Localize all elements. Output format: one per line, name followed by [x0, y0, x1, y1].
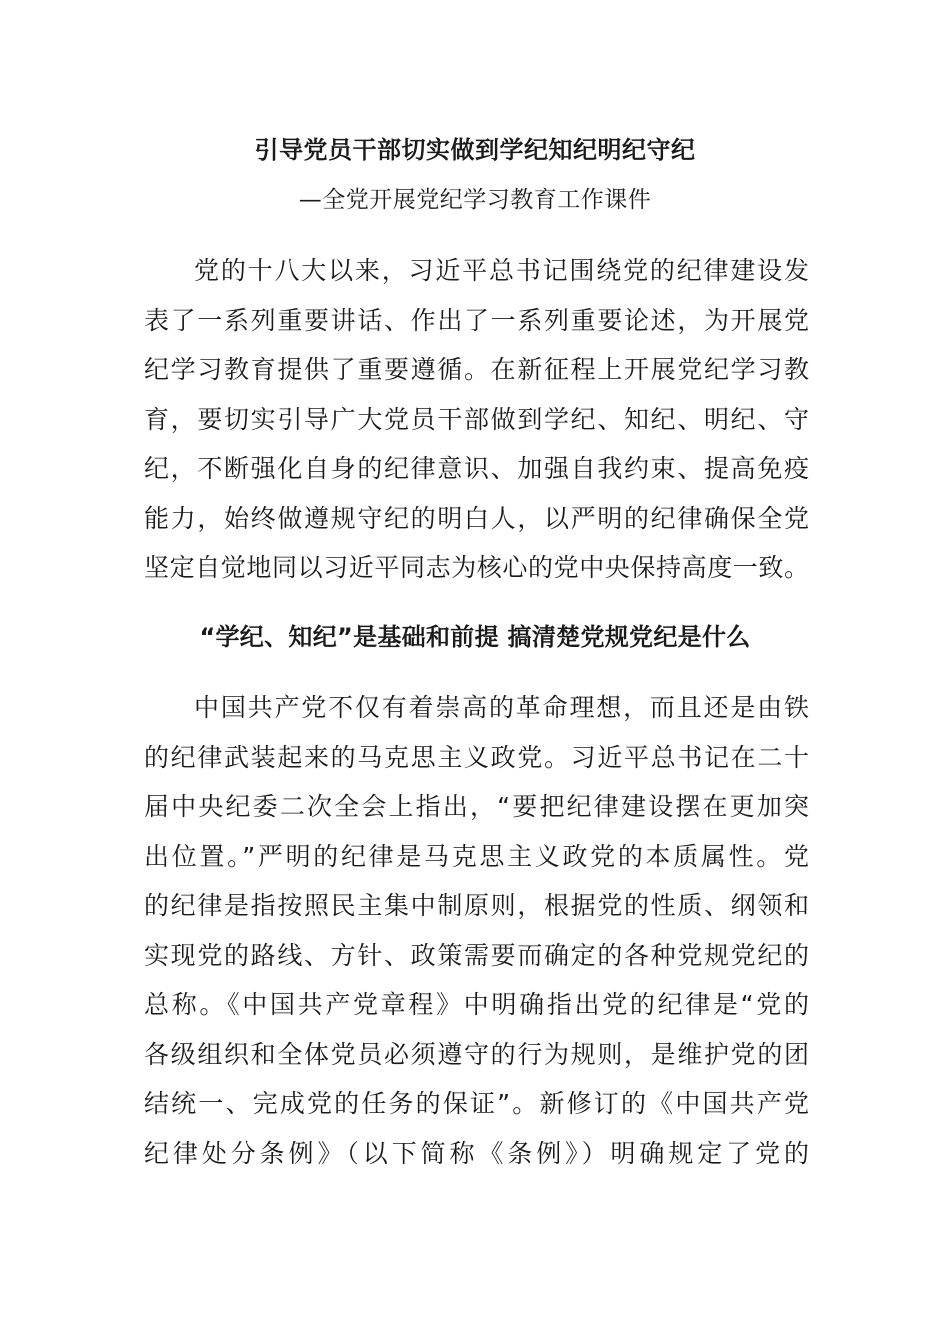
paragraph-line: 出位置。”严明的纪律是马克思主义政党的本质属性。党 [144, 841, 809, 871]
paragraph-line: 中国共产党不仅有着崇高的革命理想，而且还是由铁 [194, 693, 809, 722]
section-heading: “学纪、知纪”是基础和前提 搞清楚党规党纪是什么 [199, 623, 751, 651]
paragraph-line: 育，要切实引导广大党员干部做到学纪、知纪、明纪、守 [144, 404, 809, 434]
document-title: 引导党员干部切实做到学纪知纪明纪守纪 [254, 136, 696, 164]
paragraph-line: 纪学习教育提供了重要遵循。在新征程上开展党纪学习教 [144, 355, 809, 384]
paragraph-line: 结统一、完成党的任务的保证”。新修订的《中国共产党 [144, 1089, 809, 1118]
paragraph-line: 纪律处分条例》（以下简称《条例》）明确规定了党的 [144, 1138, 809, 1168]
paragraph-line: 实现党的路线、方针、政策需要而确定的各种党规党纪的 [144, 940, 809, 970]
paragraph-line: 能力，始终做遵规守纪的明白人，以严明的纪律确保全党 [144, 503, 809, 533]
paragraph-line: 届中央纪委二次全会上指出，“要把纪律建设摆在更加突 [144, 792, 809, 821]
paragraph-line: 的纪律武装起来的马克思主义政党。习近平总书记在二十 [144, 742, 809, 772]
paragraph-line: 各级组织和全体党员必须遵守的行为规则，是维护党的团 [144, 1039, 809, 1069]
paragraph-line: 表了一系列重要讲话、作出了一系列重要论述，为开展党 [144, 305, 809, 335]
paragraph-line: 总称。《中国共产党章程》中明确指出党的纪律是“党的 [144, 990, 809, 1019]
paragraph-intro [144, 246, 809, 593]
paragraph-line: 党的十八大以来，习近平总书记围绕党的纪律建设发 [194, 256, 809, 285]
document-subtitle: —全党开展党纪学习教育工作课件 [298, 187, 652, 213]
paragraph-line: 纪，不断强化自身的纪律意识、加强自我约束、提高免疫 [144, 454, 809, 483]
paragraph-line: 坚定自觉地同以习近平同志为核心的党中央保持高度一致。 [144, 553, 809, 582]
paragraph-line: 的纪律是指按照民主集中制原则，根据党的性质、纲领和 [144, 891, 809, 920]
paragraph-body [144, 683, 809, 1178]
